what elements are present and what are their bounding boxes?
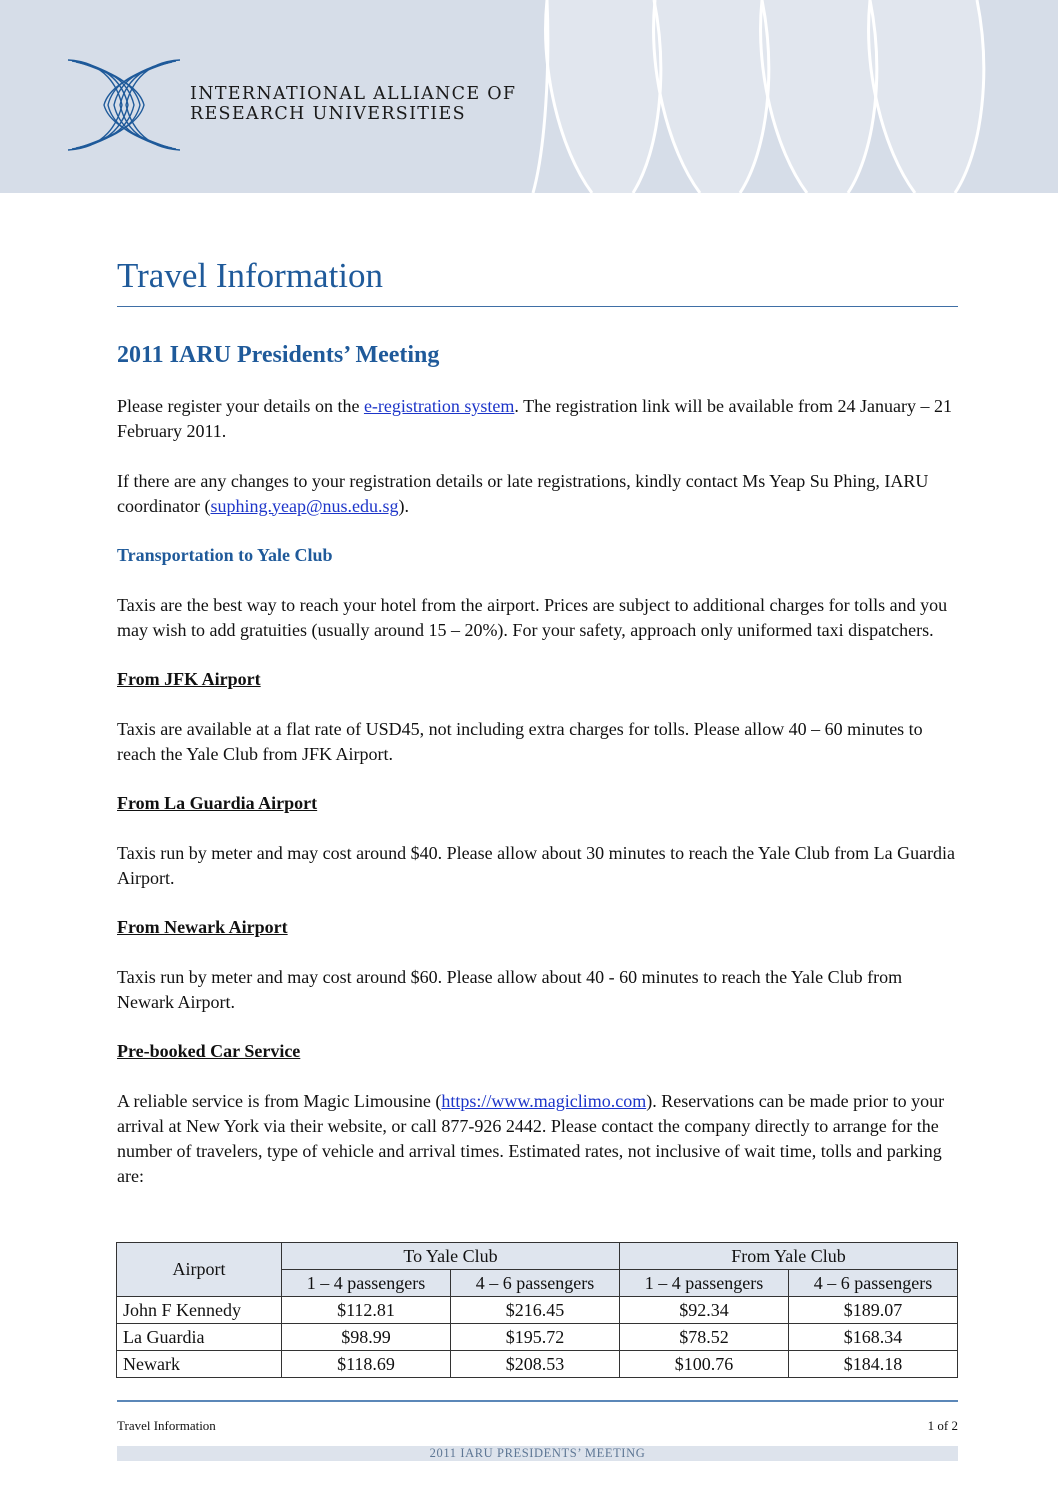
table-row — [117, 1297, 958, 1324]
registration-paragraph — [117, 394, 959, 444]
meeting-heading: 2011 IARU Presidents’ Meeting — [117, 342, 440, 368]
iaru-logo-icon — [66, 58, 182, 152]
car-service-heading: Pre-booked Car Service — [117, 1041, 301, 1061]
rate-cell: $168.34 — [789, 1324, 958, 1351]
organization-name-line2: RESEARCH UNIVERSITIES — [190, 104, 466, 124]
jfk-heading: From JFK Airport — [117, 669, 261, 689]
to-yale-club-header: To Yale Club — [282, 1243, 620, 1270]
contact-paragraph — [117, 469, 959, 519]
la-guardia-heading: From La Guardia Airport — [117, 793, 318, 813]
coordinator-email-link[interactable]: suphing.yeap@nus.edu.sg — [210, 495, 399, 516]
rate-cell: $112.81 — [282, 1297, 451, 1324]
rate-cell: $92.34 — [620, 1297, 789, 1324]
subheader-from-4-6: 4 – 6 passengers — [789, 1270, 958, 1297]
subheader-to-4-6: 4 – 6 passengers — [451, 1270, 620, 1297]
footer-title: Travel Information — [117, 1418, 216, 1433]
car-service-paragraph — [117, 1089, 959, 1189]
document-body — [117, 394, 959, 1189]
rate-cell: $100.76 — [620, 1351, 789, 1378]
header-band — [0, 0, 1058, 193]
registration-text-end: . The registration link will be available from 24 January – 21 February 2011. — [117, 396, 952, 441]
jfk-text: Taxis are available at a flat rate of USD45, not including extra charges for tolls. Please allow 40 – 60 minutes to reach the Yale Club from JFK Airport. — [117, 718, 923, 764]
registration-text-start: Please register your details on the — [117, 396, 364, 416]
newark-heading: From Newark Airport — [117, 917, 288, 937]
subheader-from-1-4: 1 – 4 passengers — [620, 1270, 789, 1297]
table-row — [117, 1324, 958, 1351]
title-divider — [117, 306, 958, 307]
organization-name — [190, 84, 516, 124]
la-guardia-text: Taxis run by meter and may cost around $40. Please allow about 30 minutes to reach the Yale Club from La Guardia Airport. — [117, 842, 956, 888]
car-service-text-end: ). Reservations can be made prior to your arrival at New York via their website, or call 877-926 2442. Please contact the company directly to arrange for the number of travelers, type of vehicle and arrival times. Estimated rates, not inclusive of wait time, tolls and parking are: — [117, 1090, 945, 1186]
table-header-row — [117, 1243, 958, 1270]
airport-name: La Guardia — [117, 1324, 282, 1351]
document-title: Travel Information — [117, 256, 384, 295]
rate-cell: $98.99 — [282, 1324, 451, 1351]
contact-text-end: ). — [398, 495, 410, 516]
rate-cell: $118.69 — [282, 1351, 451, 1378]
footer-meeting-band: 2011 IARU PRESIDENTS’ MEETING — [117, 1446, 958, 1461]
rate-cell: $78.52 — [620, 1324, 789, 1351]
magiclimo-link[interactable]: https://www.magiclimo.com — [441, 1090, 647, 1111]
subheader-to-1-4: 1 – 4 passengers — [282, 1270, 451, 1297]
transport-heading: Transportation to Yale Club — [117, 545, 333, 565]
table-row — [117, 1351, 958, 1378]
rates-table — [116, 1242, 958, 1378]
rate-cell: $208.53 — [451, 1351, 620, 1378]
rate-cell: $195.72 — [451, 1324, 620, 1351]
organization-name-line1: INTERNATIONAL ALLIANCE OF — [190, 84, 517, 104]
airport-column-header: Airport — [117, 1243, 282, 1297]
car-service-text-start: A reliable service is from Magic Limousine ( — [117, 1090, 442, 1111]
from-yale-club-header: From Yale Club — [620, 1243, 958, 1270]
page-number: 1 of 2 — [927, 1418, 958, 1433]
e-registration-link[interactable]: e-registration system — [363, 396, 515, 416]
newark-text: Taxis run by meter and may cost around $60. Please allow about 40 - 60 minutes to reach the Yale Club from Newark Airport. — [117, 966, 903, 1012]
airport-name: John F Kennedy — [117, 1297, 282, 1324]
rate-cell: $216.45 — [451, 1297, 620, 1324]
footer-divider — [117, 1400, 958, 1402]
transport-intro: Taxis are the best way to reach your hotel from the airport. Prices are subject to additional charges for tolls and you may wish to add gratuities (usually around 15 – 20%). For your safety, approach only uniformed taxi dispatchers. — [117, 594, 948, 640]
rate-cell: $189.07 — [789, 1297, 958, 1324]
rate-cell: $184.18 — [789, 1351, 958, 1378]
airport-name: Newark — [117, 1351, 282, 1378]
contact-text-start: If there are any changes to your registration details or late registrations, kindly contact Ms Yeap Su Phing, IARU coordinator ( — [117, 470, 929, 516]
